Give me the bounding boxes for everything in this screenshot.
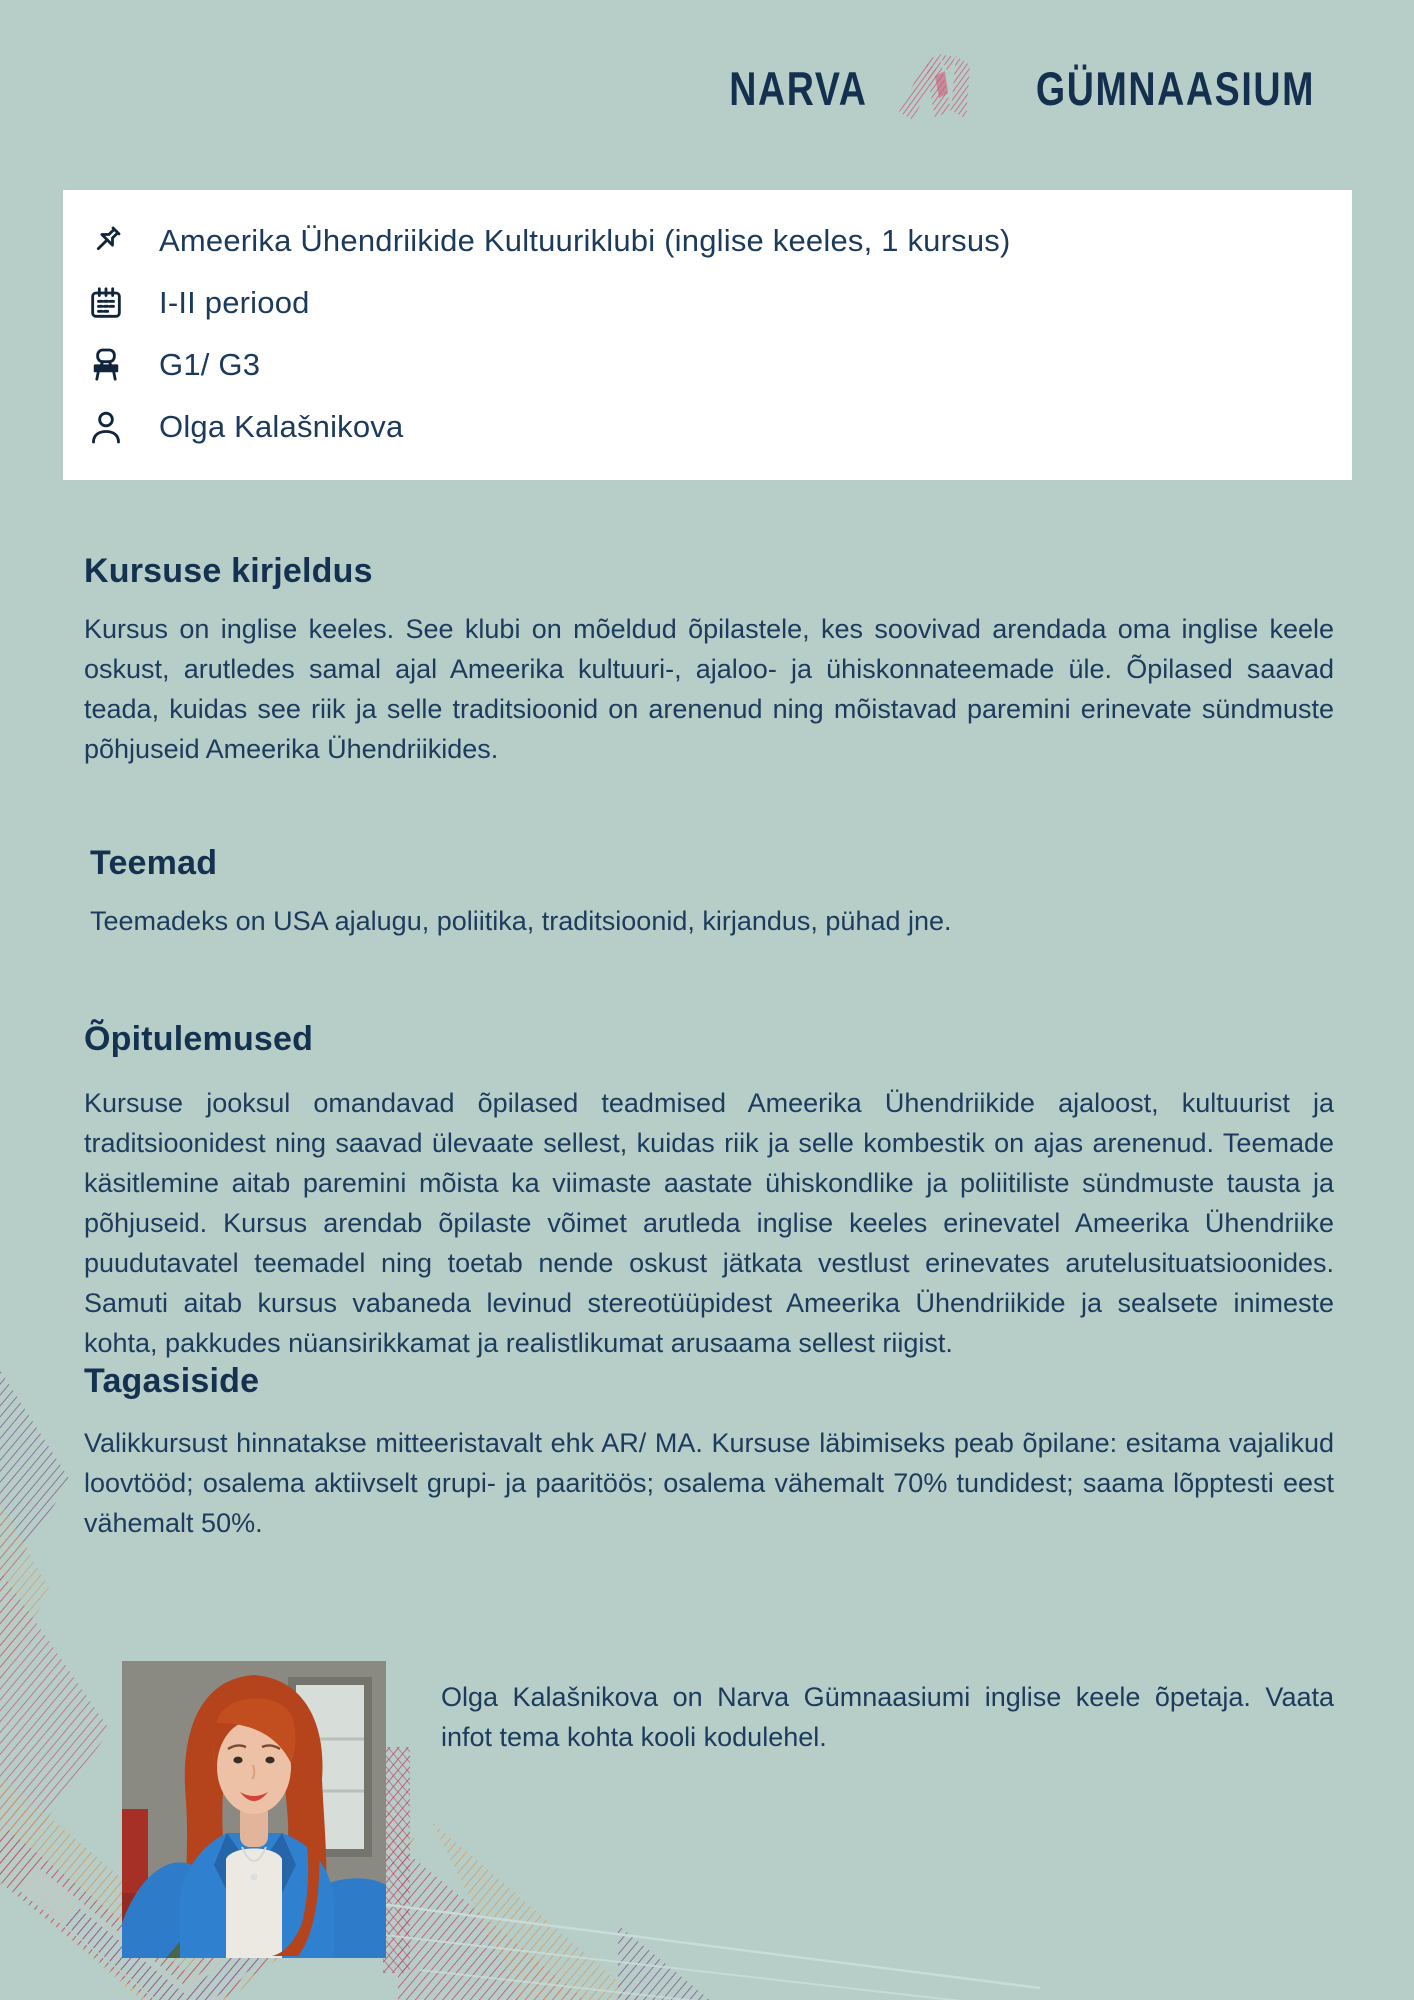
teacher-bio-text: Olga Kalašnikova on Narva Gümnaasiumi inglise keele õpetaja. Vaata infot tema kohta kooli kodulehel. [441, 1682, 1334, 1752]
course-period: I-II periood [159, 285, 310, 320]
pushpin-icon [85, 220, 127, 262]
section-heading-opitulemused: Õpitulemused [84, 1020, 314, 1059]
logo-word-gymnaasium: GÜMNAASIUM [1035, 61, 1316, 115]
logo-n-ribbon-icon [895, 48, 991, 128]
course-teacher-name: Olga Kalašnikova [159, 409, 404, 444]
section-body-kirjeldus: Kursus on inglise keeles. See klubi on mõeldud õpilastele, kes soovivad arendada oma inglise keele oskust, arutledes samal ajal Ameerika kultuuri-, ajaloo- ja ühiskonnateemade üle. Õpilased saavad teada, kuidas see riik ja selle traditsioonid on arenenud ning mõistavad paremini erinevate sündmuste põhjuseid Ameerika Ühendriikides. [84, 614, 1334, 764]
course-title: Ameerika Ühendriikide Kultuuriklubi (inglise keeles, 1 kursus) [159, 223, 1011, 258]
logo-word-narva: NARVA [729, 61, 868, 115]
section-body-tagasiside: Valikkursust hinnatakse mitteeristavalt ehk AR/ MA. Kursuse läbimiseks peab õpilane: esitama vajalikud loovtööd; osalema aktiivselt grupi- ja paaritöös; osalema vähemalt 70% tundidest; saama lõpptesti eest vähemalt 50%. [84, 1428, 1334, 1538]
person-icon [85, 406, 127, 448]
card-row-title [85, 210, 1352, 272]
teacher-photo [122, 1661, 386, 1958]
card-row-period [85, 272, 1352, 334]
desk-icon [85, 344, 127, 386]
card-row-teacher [85, 396, 1352, 458]
section-heading-tagasiside: Tagasiside [84, 1362, 260, 1401]
section-heading-kirjeldus: Kursuse kirjeldus [84, 552, 373, 591]
section-body-teemad: Teemadeks on USA ajalugu, poliitika, traditsioonid, kirjandus, pühad jne. [90, 906, 952, 936]
section-body-opitulemused: Kursuse jooksul omandavad õpilased teadmised Ameerika Ühendriikide ajaloost, kultuurist ja traditsioonidest ning saavad ülevaate sellest, kuidas riik ja selle kombestik on ajas arenenud. Teemade käsitlemine aitab paremini mõista ka viimaste aastate ühiskondlike ja poliitiliste sündmuste tausta ja põhjuseid. Kursus arendab õpilaste võimet arutleda inglise keeles erinevatel Ameerika Ühendriike puudutavatel teemadel ning toetab nende oskust jätkata vestlust erinevates arutelusituatsioonides. Samuti aitab kursus vabaneda levinud stereotüüpidest Ameerika Ühendriikide ja sealsete inimeste kohta, pakkudes nüansirikkamat ja realistlikumat arusaama sellest riigist. [84, 1088, 1334, 1358]
calendar-icon [85, 282, 127, 324]
course-info-card [63, 190, 1352, 480]
card-row-grade [85, 334, 1352, 396]
section-heading-teemad: Teemad [90, 844, 218, 883]
school-logo [712, 48, 1350, 128]
course-grade: G1/ G3 [159, 347, 261, 382]
